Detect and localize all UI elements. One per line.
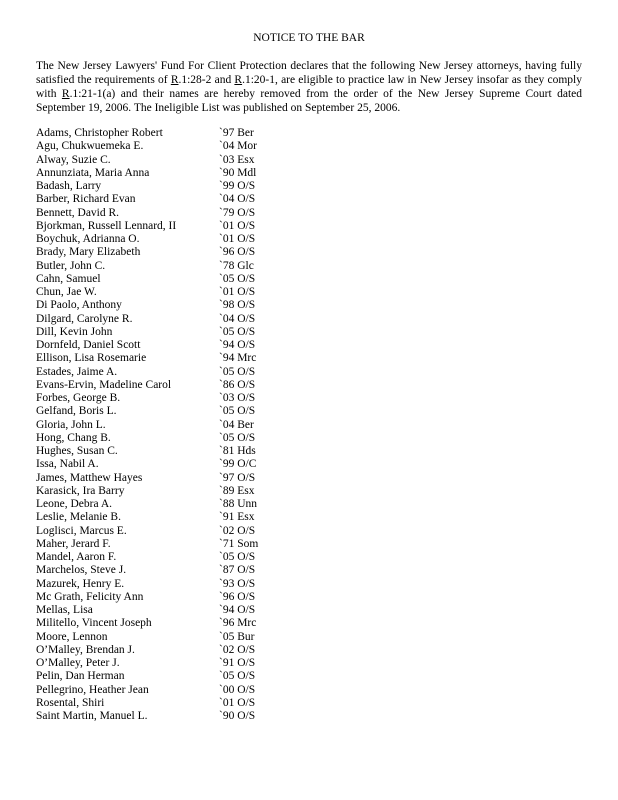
attorney-row (36, 286, 436, 299)
attorney-name: Marchelos, Steve J. (36, 564, 127, 577)
attorney-year-county: `99 O/C (219, 458, 257, 471)
attorney-year-county: `87 O/S (219, 564, 256, 577)
attorney-name: Gloria, John L. (36, 418, 106, 431)
attorney-year-county: `96 O/S (219, 246, 256, 259)
attorney-name: Evans-Ervin, Madeline Carol (36, 378, 172, 391)
attorney-year-county: `81 Hds (219, 445, 256, 457)
rule-number-2: .1:20-1 (242, 74, 275, 86)
attorney-name: Leslie, Melanie B. (36, 511, 121, 524)
attorney-row (36, 313, 436, 326)
attorney-year-county: `05 O/S (219, 272, 256, 285)
intro-paragraph (36, 59, 582, 115)
attorney-name: Leone, Debra A. (36, 498, 112, 510)
attorney-row (36, 710, 436, 723)
attorney-year-county: `89 Esx (219, 484, 255, 497)
attorney-row (36, 140, 436, 153)
intro-text-2: , are eligible to practice law in New Jersey insofar as they comply with (36, 74, 582, 100)
intro-text-3: and their names are hereby removed from the order of the New Jersey Supreme Court dated September 19, 2006. The Ineligible List was published on September 25, 2006. (36, 88, 583, 114)
attorney-row (36, 193, 436, 206)
attorney-name: Gelfand, Boris L. (36, 405, 117, 418)
attorney-year-county: `03 O/S (219, 392, 256, 404)
attorney-row (36, 419, 436, 432)
attorney-year-county: `04 Mor (219, 140, 258, 153)
attorney-name: Alway, Suzie C. (36, 153, 111, 166)
attorney-year-county: `01 O/S (219, 219, 256, 232)
attorney-name: Dill, Kevin John (36, 325, 113, 338)
attorney-row (36, 604, 436, 617)
attorney-year-county: `90 O/S (219, 710, 256, 722)
attorney-year-county: `05 O/S (219, 405, 256, 418)
attorney-row (36, 684, 436, 697)
attorney-year-county: `71 Som (219, 537, 259, 550)
attorney-name: Militello, Vincent Joseph (36, 617, 152, 630)
attorney-name: Mc Grath, Felicity Ann (36, 590, 144, 603)
attorney-name: James, Matthew Hayes (36, 471, 143, 484)
attorney-name: Di Paolo, Anthony (36, 299, 122, 312)
intro-text-1: The New Jersey Lawyers' Fund For Client Protection declares that the following New Jersey attorneys, having fully satisfied the requirements of (36, 60, 582, 86)
attorney-row (36, 167, 436, 180)
attorney-name: Badash, Larry (36, 180, 102, 192)
attorney-row (36, 260, 436, 273)
attorney-year-county: `02 O/S (219, 643, 256, 656)
attorney-name: Maher, Jerard F. (36, 537, 111, 550)
attorney-year-county: `97 O/S (219, 471, 256, 484)
attorney-row (36, 246, 436, 259)
attorney-row (36, 154, 436, 167)
attorney-name: Dilgard, Carolyne R. (36, 312, 133, 325)
attorney-row (36, 657, 436, 670)
attorney-name: Butler, John C. (36, 259, 106, 272)
rule-prefix-2: R (234, 74, 243, 86)
attorney-name: Karasick, Ira Barry (36, 484, 125, 497)
attorney-name: Rosental, Shiri (36, 696, 105, 709)
attorney-name: Pellegrino, Heather Jean (36, 683, 149, 696)
attorney-row (36, 591, 436, 604)
attorney-year-county: `01 O/S (219, 233, 256, 245)
attorney-row (36, 299, 436, 312)
attorney-year-county: `94 Mrc (219, 352, 257, 365)
attorney-name: Dornfeld, Daniel Scott (36, 339, 141, 351)
attorney-row (36, 578, 436, 591)
attorney-year-county: `96 Mrc (219, 617, 257, 630)
attorney-row (36, 525, 436, 538)
attorney-name: Bennett, David R. (36, 206, 120, 219)
attorney-row (36, 472, 436, 485)
attorney-name: Issa, Nabil A. (36, 458, 99, 471)
attorney-year-county: `05 O/S (219, 325, 256, 338)
attorney-name: Cahn, Samuel (36, 272, 101, 285)
attorney-row (36, 617, 436, 630)
attorney-row (36, 220, 436, 233)
attorney-year-county: `94 O/S (219, 339, 256, 351)
attorney-row (36, 445, 436, 458)
attorney-name: Adams, Christopher Robert (36, 127, 163, 139)
attorney-year-county: `00 O/S (219, 683, 256, 696)
attorney-row (36, 564, 436, 577)
rule-prefix-3: R (61, 88, 70, 100)
attorney-year-county: `90 Mdl (219, 166, 257, 179)
page-title: NOTICE TO THE BAR (253, 32, 365, 44)
attorney-row (36, 697, 436, 710)
attorney-row (36, 352, 436, 365)
attorney-name: Mazurek, Henry E. (36, 577, 125, 590)
attorney-year-county: `91 O/S (219, 657, 256, 669)
attorney-name: Agu, Chukwuemeka E. (36, 140, 144, 153)
attorney-row (36, 631, 436, 644)
attorney-year-county: `05 O/S (219, 551, 256, 563)
attorney-year-county: `04 O/S (219, 193, 256, 206)
attorney-row (36, 405, 436, 418)
attorney-name: Bjorkman, Russell Lennard, II (36, 219, 177, 232)
rule-prefix-1: R (170, 74, 179, 86)
attorney-year-county: `96 O/S (219, 590, 256, 603)
attorney-name: Pelin, Dan Herman (36, 670, 125, 683)
attorney-year-county: `05 O/S (219, 431, 256, 444)
attorney-name: Hong, Chang B. (36, 431, 111, 444)
attorney-name: Moore, Lennon (36, 630, 108, 643)
attorney-year-county: `78 Glc (219, 259, 254, 272)
attorney-year-county: `01 O/S (219, 696, 256, 709)
attorney-name: Ellison, Lisa Rosemarie (36, 352, 147, 365)
attorney-name: Saint Martin, Manuel L. (36, 710, 148, 722)
intro-conjunction: and (211, 74, 235, 86)
attorney-list (36, 127, 436, 723)
attorney-name: Chun, Jae W. (36, 286, 97, 298)
attorney-year-county: `99 O/S (219, 180, 256, 192)
attorney-row (36, 326, 436, 339)
attorney-row (36, 498, 436, 511)
attorney-row (36, 644, 436, 657)
attorney-row (36, 366, 436, 379)
attorney-row (36, 432, 436, 445)
attorney-name: Mellas, Lisa (36, 604, 93, 616)
attorney-year-county: `98 O/S (219, 299, 256, 312)
attorney-name: Mandel, Aaron F. (36, 551, 117, 563)
attorney-year-county: `01 O/S (219, 286, 256, 298)
attorney-row (36, 511, 436, 524)
attorney-year-county: `05 O/S (219, 670, 256, 683)
attorney-year-county: `93 O/S (219, 577, 256, 590)
attorney-year-county: `04 Ber (219, 418, 254, 431)
attorney-row (36, 180, 436, 193)
rule-number-3: .1:21-1(a) (69, 88, 116, 100)
attorney-year-county: `05 Bur (219, 630, 255, 643)
attorney-year-county: `86 O/S (219, 378, 256, 391)
attorney-year-county: `04 O/S (219, 312, 256, 325)
attorney-row (36, 551, 436, 564)
attorney-name: Boychuk, Adrianna O. (36, 233, 140, 245)
attorney-row (36, 392, 436, 405)
attorney-name: Annunziata, Maria Anna (36, 166, 150, 179)
attorney-year-county: `05 O/S (219, 365, 256, 378)
attorney-row (36, 485, 436, 498)
attorney-year-county: `02 O/S (219, 524, 256, 537)
attorney-row (36, 458, 436, 471)
attorney-row (36, 273, 436, 286)
attorney-row (36, 379, 436, 392)
attorney-row (36, 207, 436, 220)
attorney-year-county: `94 O/S (219, 604, 256, 616)
attorney-name: Estades, Jaime A. (36, 365, 118, 378)
attorney-name: Hughes, Susan C. (36, 445, 118, 457)
attorney-name: Forbes, George B. (36, 392, 121, 404)
attorney-year-county: `97 Ber (219, 127, 254, 139)
attorney-name: Loglisci, Marcus E. (36, 524, 127, 537)
attorney-year-county: `03 Esx (219, 153, 255, 166)
attorney-row (36, 339, 436, 352)
attorney-year-county: `91 Esx (219, 511, 255, 524)
attorney-year-county: `88 Unn (219, 498, 258, 510)
attorney-row (36, 127, 436, 140)
attorney-name: Brady, Mary Elizabeth (36, 246, 141, 259)
attorney-year-county: `79 O/S (219, 206, 256, 219)
attorney-row (36, 233, 436, 246)
attorney-row (36, 538, 436, 551)
attorney-row (36, 670, 436, 683)
rule-number-1: .1:28-2 (178, 74, 212, 86)
attorney-name: O’Malley, Brendan J. (36, 643, 135, 656)
attorney-name: Barber, Richard Evan (36, 193, 136, 206)
attorney-name: O’Malley, Peter J. (36, 657, 120, 669)
